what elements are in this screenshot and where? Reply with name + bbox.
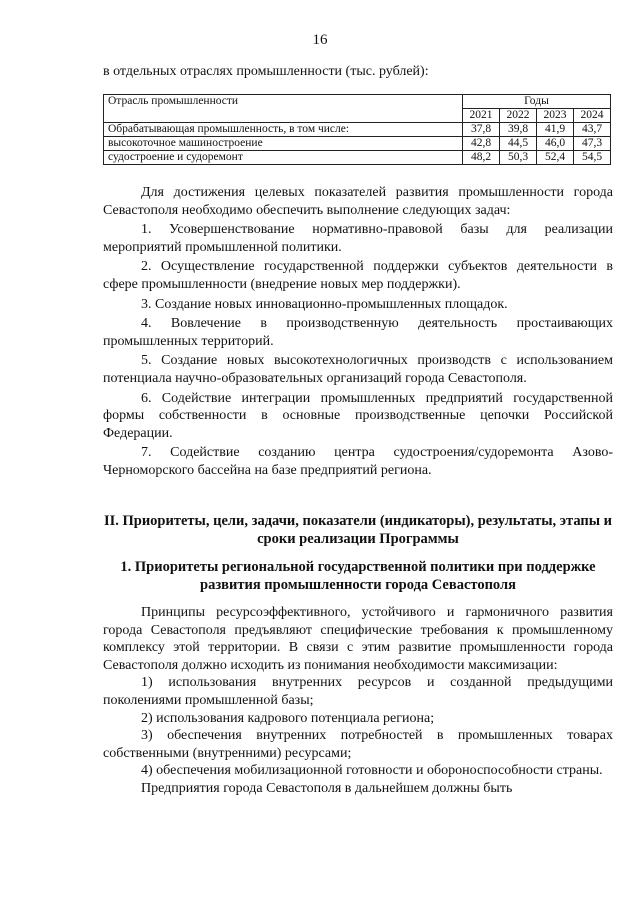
task-item: 5. Создание новых высокотехнологичных производств с использованием потенциала научно-образовательных организаций города Севастополя. bbox=[103, 353, 613, 386]
value-cell: 42,8 bbox=[463, 137, 500, 151]
table-header-industry: Отрасль промышленности bbox=[104, 95, 463, 123]
paragraph: Для достижения целевых показателей развития промышленности города Севастополя необходимо обеспечить выполнение следующих задач: bbox=[103, 185, 613, 218]
row-name: судостроение и судоремонт bbox=[104, 151, 463, 165]
subsection-heading: 1. Приоритеты региональной государственной политики при поддержке развития промышленности города Севастополя bbox=[120, 559, 596, 593]
row-name: высокоточное машиностроение bbox=[104, 137, 463, 151]
value-cell: 39,8 bbox=[500, 123, 537, 137]
table-row bbox=[104, 151, 611, 165]
table-intro: в отдельных отраслях промышленности (тыс. рублей): bbox=[103, 64, 429, 79]
year-cell: 2022 bbox=[500, 109, 537, 123]
task-item: 3. Создание новых инновационно-промышленных площадок. bbox=[141, 296, 508, 312]
task-item: 7. Содействие созданию центра судостроения/судоремонта Азово-Черноморского бассейна на базе предприятий региона. bbox=[103, 445, 613, 478]
year-cell: 2024 bbox=[574, 109, 611, 123]
list-item: 3) обеспечения внутренних потребностей в промышленных товарах собственными (внутренними) ресурсами; bbox=[103, 728, 613, 761]
value-cell: 41,9 bbox=[537, 123, 574, 137]
value-cell: 52,4 bbox=[537, 151, 574, 165]
value-cell: 44,5 bbox=[500, 137, 537, 151]
list-item: 1) использования внутренних ресурсов и созданной предыдущими поколениями промышленной базы; bbox=[103, 675, 613, 708]
section-heading: II. Приоритеты, цели, задачи, показатели (индикаторы), результаты, этапы и сроки реализации Программы bbox=[103, 513, 613, 547]
row-name: Обрабатывающая промышленность, в том числе: bbox=[104, 123, 463, 137]
list-item: 2) использования кадрового потенциала региона; bbox=[141, 710, 435, 726]
paragraph: Предприятия города Севастополя в дальнейшем должны быть bbox=[141, 780, 513, 796]
value-cell: 50,3 bbox=[500, 151, 537, 165]
task-item: 2. Осуществление государственной поддержки субъектов деятельности в сфере промышленности (внедрение новых мер поддержки). bbox=[103, 259, 613, 292]
indicators-table bbox=[103, 94, 611, 165]
table-row bbox=[104, 137, 611, 151]
priorities-block bbox=[103, 604, 613, 798]
year-cell: 2023 bbox=[537, 109, 574, 123]
paragraph: Принципы ресурсоэффективного, устойчивого и гармоничного развития города Севастополя предъявляют специфические требования к промышленному комплексу этой территории. В связи с этим развитие промышленности города Севастополя должно исходить из понимания необходимости максимизации: bbox=[103, 605, 613, 673]
year-cell: 2021 bbox=[463, 109, 500, 123]
table-header-years: Годы bbox=[463, 95, 611, 109]
value-cell: 46,0 bbox=[537, 137, 574, 151]
task-item: 6. Содействие интеграции промышленных предприятий государственной формы собственности в основные производственные цепочки Российской Федерации. bbox=[103, 390, 613, 441]
tasks-block bbox=[103, 184, 613, 480]
value-cell: 37,8 bbox=[463, 123, 500, 137]
value-cell: 48,2 bbox=[463, 151, 500, 165]
table-row bbox=[104, 123, 611, 137]
list-item: 4) обеспечения мобилизационной готовности и обороноспособности страны. bbox=[141, 763, 603, 779]
value-cell: 43,7 bbox=[574, 123, 611, 137]
task-item: 1. Усовершенствование нормативно-правовой базы для реализации мероприятий промышленной политики. bbox=[103, 222, 613, 255]
value-cell: 47,3 bbox=[574, 137, 611, 151]
task-item: 4. Вовлечение в производственную деятельность простаивающих промышленных территорий. bbox=[103, 316, 613, 349]
page-number: 16 bbox=[312, 32, 328, 48]
value-cell: 54,5 bbox=[574, 151, 611, 165]
